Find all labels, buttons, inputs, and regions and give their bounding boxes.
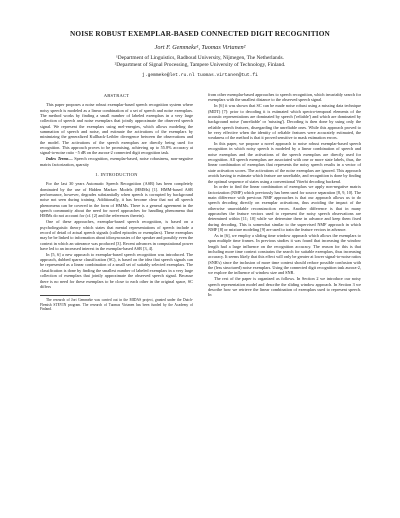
introduction-heading: 1. INTRODUCTION: [95, 171, 138, 177]
index-terms-text: Speech recognition, exemplar-based, noise robustness, non-negative matrix factorization, sparsity: [40, 156, 193, 167]
footnote-rule: [40, 295, 90, 296]
right-paragraph-4: In order to find the linear combination of exemplars we apply non-negative matrix factorization (NMF) which previously has been used for source separation [8, 9, 10]. The main difference with previous NMF approaches is that our approach allows us to do speech decoding directly on exemplar activations, thus avoiding the impact of the otherwise unavoidable reconstruction errors. Another difference is that in many approaches the feature vectors used to represent the noisy speech observations are determined within [11; 10] while we determine these in advance and keep them fixed during decoding. This is somewhat similar to the supervised NMF approach in which NMF [8] or mixture modeling [9] are used to train the feature vectors in advance.: [208, 184, 361, 233]
footnote: The research of Jort Gemmeke was carried out in the MIDAS project, granted under the Dutch-Flemish STEVIN program. The research of Tuomas Virtanen has been funded by the Academy of Finland.: [40, 298, 193, 312]
right-paragraph-3: In this paper, we propose a novel approach to noise robust exemplar-based speech recognition in which noisy speech is modeled by a linear combination of speech and noise exemplars and the activations of the speech exemplars are directly used for recognition. All speech exemplars are associated with one or more state labels, thus, the linear combination of exemplars that represents the noisy speech results in a vector of state activation scores. The activations of the noise exemplars are ignored. This approach avoids having to estimate which feature are unreliable, and recognition is done by finding the optimal sequence of states using a conventional Viterbi decoding backend.: [208, 141, 361, 184]
right-paragraph-6: The rest of the paper is organized as follows. In Section 2 we introduce our noisy speech representation model and describe the sliding window approach. In Section 3 we describe how we retrieve the linear combination of exemplars used to represent speech. In: [208, 276, 361, 298]
author-emails: j.gemmeke@let.ru.nl tuomas.virtanen@tut.fi: [142, 73, 258, 78]
paper-title: NOISE ROBUST EXEMPLAR-BASED CONNECTED DIGIT RECOGNITION: [70, 29, 330, 38]
right-column: [208, 92, 361, 298]
right-paragraph-2: In [6] it was shown that SC can be made noise robust using a missing data technique (MDT) [7]: prior to decoding it is estimated which spectro-temporal elements of the acoustic representations are dominated by speech ('reliable') and which are dominated by background noise ('unreliable' or 'missing'). Decoding is then done by using only the reliable speech features, disregarding the unreliable ones. While this approach proved to be very effective when the identity of reliable features were accurately estimated, the weakness of the method is that it proved sensitive to mask estimation errors.: [208, 103, 361, 141]
right-paragraph-1: from other exemplar-based approaches to speech recognition, which invariably search for exemplars with the smallest distance to the observed speech signal.: [208, 92, 361, 103]
index-terms: [40, 156, 193, 167]
intro-paragraph-1: For the last 30 years Automatic Speech Recognition (ASR) has been completely dominated by the use of Hidden Markov Models (HMMs) [1]. HMM-based ASR performance, however, degrades substantially when speech is corrupted by background noise not seen during training. Additionally, it has become clear that not all speech phenomena can be covered in the form of HMMs. There is a general agreement in the speech community about the need for novel approaches for handling phenomena that HMMs do not account for (cf. [2] and the references therein).: [40, 181, 193, 219]
affiliation-1: ¹Department of Linguistics, Radboud University, Nijmegen, The Netherlands.: [116, 55, 284, 61]
left-column: [40, 92, 193, 312]
right-paragraph-5: As in [6], we employ a sliding time window approach which allows the exemplars to span multiple time frames. In previous studies it was found that increasing the window length had a large influence on the recognition accuracy. The reason for this is that including more time context constrains the search for suitable exemplars, thus increasing accuracy. It seems likely that this effect will only be greater at lower signal-to-noise ratios (SNR's) since the inclusion of more time context should reduce possible confusion with the (less structured) noise exemplars. Using the connected digit recognition task aurora-2, we explore the influence of window size and SNR.: [208, 232, 361, 276]
abstract-heading: ABSTRACT: [103, 93, 130, 98]
intro-paragraph-2: One of these approaches, exemplar-based speech recognition, is based on a psycholinguistic theory which states that mental representations of speech include a record of detail of actual speech signals (called episodes or exemplars). These exemplars may be be linked to information about idiosyncrasies of the speaker and possibly even the context in which an utterance was produced [3]. Recent advances in computational power have led to an increased interest in the exemplar-based ASR [3, 4].: [40, 219, 193, 251]
index-terms-label: Index Terms—: [46, 156, 73, 162]
affiliation-2: ²Department of Signal Processing, Tampere University of Technology, Finland.: [114, 62, 286, 68]
authors: Jort F. Gemmeke¹, Tuomas Virtanen²: [154, 44, 246, 51]
intro-paragraph-3: In [5, 6] a new approach to exemplar-based speech recognition was introduced. The approach, dubbed sparse classification (SC), is based on the idea that speech signals can be represented as a linear combination of a small set of suitably selected exemplars. The classification is done by finding the smallest number of labeled exemplars in a very large collection of exemplars that jointly approximate the observed speech signal. Because there is no need for these exemplars to be close to each other in the original space, SC differs: [40, 251, 193, 289]
abstract-text: This paper proposes a noise robust exemplar-based speech recognition system where noisy speech is modeled as a linear combination of a set of speech and noise exemplars. The method works by finding a small number of labeled exemplars in a very large collection of speech and noise exemplars that jointly approximate the observed speech signal. We represent the exemplars using mel-energies, which allows modeling the summation of speech and noise, and estimate the activations of the exemplars by minimizing the generalized Kullback-Leibler divergence between the observations and the model. The activations of the speech exemplars are directly being used for recognition. This approach proves to be promising, achieving up to 55.8% accuracy at signal-to-noise ratio −5 dB on the aurora-2 connected digit recognition task.: [40, 102, 193, 156]
